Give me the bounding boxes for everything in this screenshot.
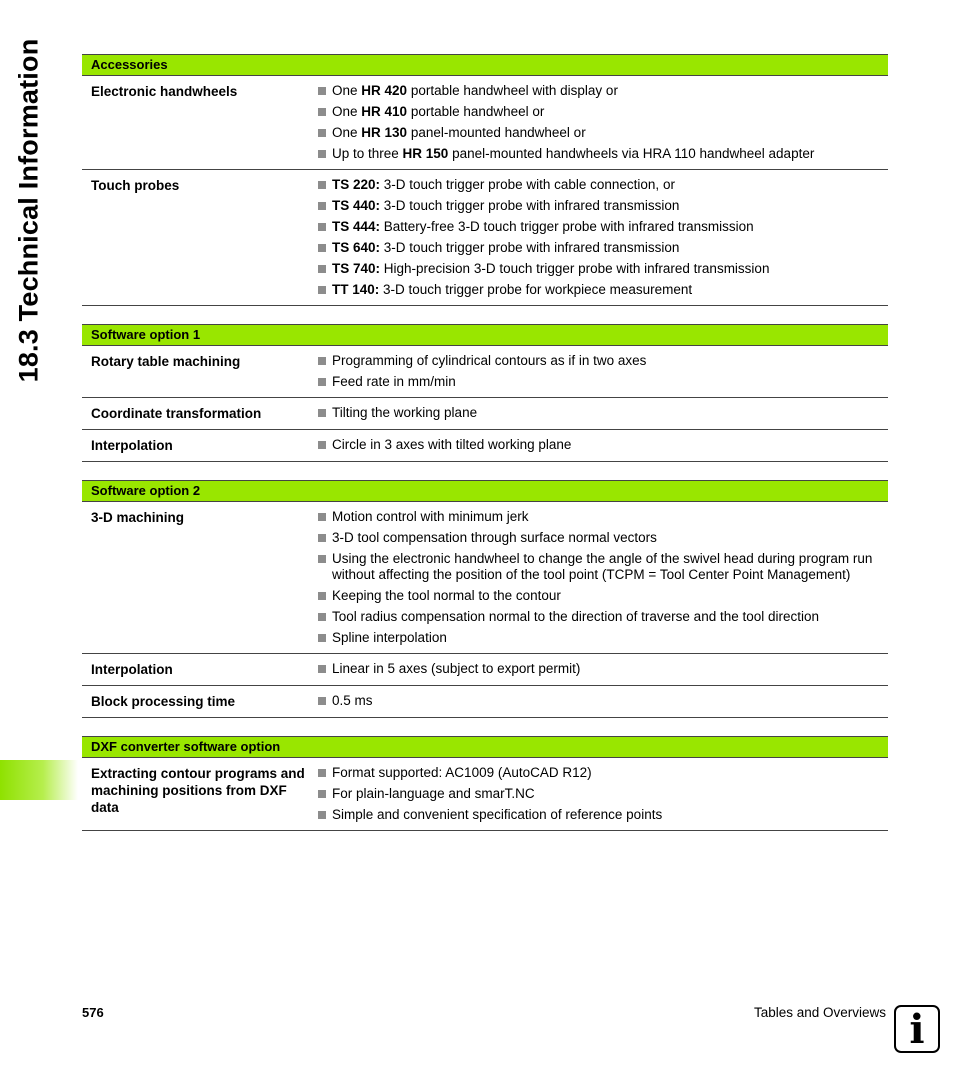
list-item-text <box>332 693 888 709</box>
item-text-prefix: Using the electronic handwheel to change the angle of the swivel head during program run without affecting the position of the tool point (TCPM = Tool Center Point Management) <box>332 551 873 582</box>
square-bullet-icon <box>318 613 326 621</box>
list-item-text <box>332 104 888 120</box>
list-item <box>318 353 888 369</box>
table-row <box>82 430 888 462</box>
table-row <box>82 346 888 398</box>
list-item-text <box>332 661 888 677</box>
item-text-model: TS 444: <box>332 219 381 234</box>
list-item-text <box>332 807 888 823</box>
list-item-text <box>332 765 888 781</box>
item-text-prefix: One <box>332 104 362 119</box>
square-bullet-icon <box>318 592 326 600</box>
square-bullet-icon <box>318 108 326 116</box>
item-text-suffix: 3-D touch trigger probe with infrared transmission <box>380 198 680 213</box>
list-item-text <box>332 374 888 390</box>
item-text-suffix: High-precision 3-D touch trigger probe with infrared transmission <box>380 261 770 276</box>
item-text-prefix: Tilting the working plane <box>332 405 478 420</box>
list-item-text <box>332 219 888 235</box>
item-text-model: HR 420 <box>361 83 408 98</box>
list-item <box>318 551 888 583</box>
list-item <box>318 261 888 277</box>
table-row <box>82 76 888 170</box>
square-bullet-icon <box>318 150 326 158</box>
list-item-text <box>332 405 888 421</box>
square-bullet-icon <box>318 811 326 819</box>
section-header: Software option 2 <box>82 480 888 502</box>
item-text-prefix: 3-D tool compensation through surface normal vectors <box>332 530 657 545</box>
square-bullet-icon <box>318 244 326 252</box>
item-text-prefix: Linear in 5 axes (subject to export permit) <box>332 661 581 676</box>
list-item <box>318 374 888 390</box>
square-bullet-icon <box>318 697 326 705</box>
item-text-suffix: panel-mounted handwheels via HRA 110 handwheel adapter <box>448 146 815 161</box>
item-text-suffix: 3-D touch trigger probe with infrared transmission <box>380 240 680 255</box>
row-items <box>318 83 888 162</box>
list-item <box>318 83 888 99</box>
item-text-suffix: 3-D touch trigger probe with cable connection, or <box>380 177 675 192</box>
table-row <box>82 170 888 306</box>
row-label: Touch probes <box>91 178 180 193</box>
list-item <box>318 240 888 256</box>
list-item-text <box>332 146 888 162</box>
item-text-prefix: Format supported: AC1009 (AutoCAD R12) <box>332 765 592 780</box>
square-bullet-icon <box>318 441 326 449</box>
table-row <box>82 398 888 430</box>
info-icon[interactable] <box>894 1005 940 1053</box>
square-bullet-icon <box>318 378 326 386</box>
item-text-model: TT 140: <box>332 282 380 297</box>
section <box>82 736 888 831</box>
row-items <box>318 353 888 390</box>
list-item <box>318 198 888 214</box>
list-item-text <box>332 530 888 546</box>
section-header: DXF converter software option <box>82 736 888 758</box>
item-text-model: HR 150 <box>402 146 449 161</box>
item-text-prefix: Circle in 3 axes with tilted working plane <box>332 437 572 452</box>
list-item <box>318 530 888 546</box>
row-label: Rotary table machining <box>91 354 241 369</box>
list-item <box>318 405 888 421</box>
page-number: 576 <box>82 1005 104 1020</box>
row-label: Electronic handwheels <box>91 84 238 99</box>
item-text-prefix: Up to three <box>332 146 403 161</box>
section-header: Accessories <box>82 54 888 76</box>
item-text-prefix: Simple and convenient specification of reference points <box>332 807 663 822</box>
square-bullet-icon <box>318 665 326 673</box>
item-text-suffix: Battery-free 3-D touch trigger probe with infrared transmission <box>380 219 754 234</box>
item-text-prefix: 0.5 ms <box>332 693 373 708</box>
item-text-prefix: For plain-language and smarT.NC <box>332 786 535 801</box>
list-item <box>318 609 888 625</box>
list-item-text <box>332 786 888 802</box>
list-item <box>318 177 888 193</box>
list-item-text <box>332 261 888 277</box>
list-item <box>318 437 888 453</box>
row-label: Extracting contour programs and machining positions from DXF data <box>91 766 305 815</box>
square-bullet-icon <box>318 790 326 798</box>
list-item-text <box>332 177 888 193</box>
square-bullet-icon <box>318 555 326 563</box>
item-text-model: HR 130 <box>361 125 408 140</box>
item-text-prefix: One <box>332 125 362 140</box>
row-label: Coordinate transformation <box>91 406 262 421</box>
item-text-model: TS 740: <box>332 261 381 276</box>
row-items <box>318 437 888 454</box>
list-item <box>318 588 888 604</box>
section <box>82 324 888 462</box>
square-bullet-icon <box>318 357 326 365</box>
item-text-model: TS 640: <box>332 240 381 255</box>
spec-table <box>82 54 888 849</box>
square-bullet-icon <box>318 181 326 189</box>
list-item-text <box>332 588 888 604</box>
item-text-suffix: 3-D touch trigger probe for workpiece measurement <box>379 282 693 297</box>
list-item-text <box>332 240 888 256</box>
item-text-prefix: Programming of cylindrical contours as if in two axes <box>332 353 647 368</box>
list-item <box>318 509 888 525</box>
item-text-prefix: One <box>332 83 362 98</box>
square-bullet-icon <box>318 286 326 294</box>
square-bullet-icon <box>318 223 326 231</box>
list-item-text <box>332 630 888 646</box>
item-text-prefix: Spline interpolation <box>332 630 447 645</box>
list-item-text <box>332 551 888 583</box>
item-text-suffix: panel-mounted handwheel or <box>407 125 586 140</box>
table-row <box>82 758 888 831</box>
side-chapter-title-text: 18.3 Technical Information <box>13 38 44 382</box>
list-item <box>318 661 888 677</box>
list-item-text <box>332 353 888 369</box>
item-text-model: HR 410 <box>361 104 408 119</box>
square-bullet-icon <box>318 202 326 210</box>
list-item <box>318 693 888 709</box>
list-item-text <box>332 125 888 141</box>
square-bullet-icon <box>318 87 326 95</box>
item-text-prefix: Keeping the tool normal to the contour <box>332 588 561 603</box>
list-item <box>318 146 888 162</box>
row-label: 3-D machining <box>91 510 185 525</box>
list-item-text <box>332 83 888 99</box>
item-text-model: TS 440: <box>332 198 381 213</box>
row-items <box>318 177 888 298</box>
info-icon-glyph: i <box>909 1005 925 1053</box>
list-item <box>318 104 888 120</box>
square-bullet-icon <box>318 129 326 137</box>
section <box>82 54 888 306</box>
list-item <box>318 282 888 298</box>
list-item <box>318 807 888 823</box>
footer-title: Tables and Overviews <box>753 1005 886 1020</box>
chapter-tab-marker <box>0 760 78 800</box>
row-items <box>318 509 888 646</box>
square-bullet-icon <box>318 534 326 542</box>
row-items <box>318 765 888 823</box>
table-row <box>82 654 888 686</box>
side-chapter-title <box>2 38 56 382</box>
item-text-suffix: portable handwheel or <box>407 104 545 119</box>
item-text-prefix: Motion control with minimum jerk <box>332 509 529 524</box>
list-item <box>318 630 888 646</box>
list-item-text <box>332 198 888 214</box>
row-label: Block processing time <box>91 694 236 709</box>
section-header: Software option 1 <box>82 324 888 346</box>
row-label: Interpolation <box>91 662 173 677</box>
list-item <box>318 786 888 802</box>
list-item-text <box>332 437 888 453</box>
square-bullet-icon <box>318 769 326 777</box>
section <box>82 480 888 718</box>
row-items <box>318 693 888 710</box>
list-item <box>318 219 888 235</box>
list-item-text <box>332 609 888 625</box>
square-bullet-icon <box>318 513 326 521</box>
item-text-prefix: Tool radius compensation normal to the direction of traverse and the tool direction <box>332 609 820 624</box>
square-bullet-icon <box>318 409 326 417</box>
list-item <box>318 125 888 141</box>
table-row <box>82 686 888 718</box>
square-bullet-icon <box>318 265 326 273</box>
row-items <box>318 661 888 678</box>
item-text-prefix: Feed rate in mm/min <box>332 374 456 389</box>
square-bullet-icon <box>318 634 326 642</box>
list-item <box>318 765 888 781</box>
list-item-text <box>332 509 888 525</box>
table-row <box>82 502 888 654</box>
row-label: Interpolation <box>91 438 173 453</box>
list-item-text <box>332 282 888 298</box>
item-text-suffix: portable handwheel with display or <box>407 83 618 98</box>
row-items <box>318 405 888 422</box>
item-text-model: TS 220: <box>332 177 381 192</box>
